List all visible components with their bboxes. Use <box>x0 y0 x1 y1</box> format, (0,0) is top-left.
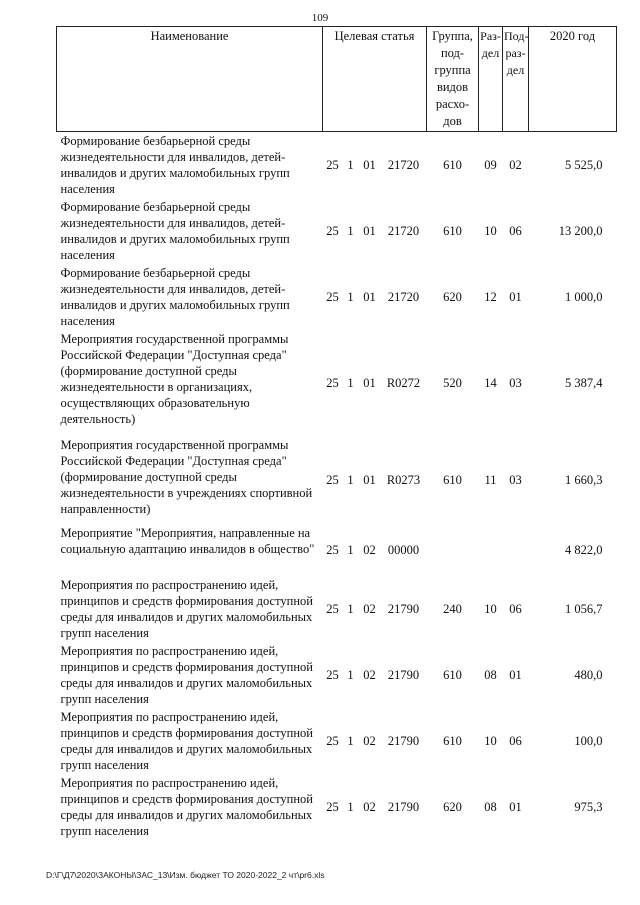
table-row <box>57 642 617 708</box>
page-number: 109 <box>311 12 329 24</box>
row-group: 520 <box>443 376 462 390</box>
row-target-2: 1 <box>347 224 354 238</box>
row-target-2: 1 <box>347 734 354 748</box>
row-target-3: 01 <box>363 473 376 487</box>
row-target-1: 25 <box>326 224 339 238</box>
row-target-3: 02 <box>363 668 376 682</box>
table-row <box>57 264 617 330</box>
row-amount: 1 660,3 <box>565 473 603 487</box>
row-target-4: 21720 <box>387 290 420 304</box>
budget-table <box>56 26 617 840</box>
row-group: 610 <box>443 224 462 238</box>
row-section: 11 <box>484 473 497 487</box>
row-subsection: 03 <box>509 473 522 487</box>
row-target-4: R0273 <box>386 473 421 487</box>
row-amount: 13 200,0 <box>558 224 603 238</box>
row-target-4: 21790 <box>387 602 420 616</box>
row-section <box>479 524 503 576</box>
row-name: Формирование безбарьерной среды жизнедеятельности для инвалидов, детей-инвалидов и других маломобильных групп населения <box>60 134 290 196</box>
row-section: 09 <box>484 158 497 172</box>
table-row <box>57 524 617 576</box>
header-year: 2020 год <box>529 27 617 132</box>
row-target-1: 25 <box>326 543 339 557</box>
row-subsection: 06 <box>509 602 522 616</box>
row-amount: 1 000,0 <box>565 290 603 304</box>
row-target-4: 21720 <box>387 224 420 238</box>
row-amount: 5 387,4 <box>565 376 603 390</box>
row-target-4: 21790 <box>387 800 420 814</box>
row-target-4: 21720 <box>387 158 420 172</box>
row-section: 08 <box>484 800 497 814</box>
row-target-3: 01 <box>363 158 376 172</box>
table-row <box>57 708 617 774</box>
row-target-2: 1 <box>347 158 354 172</box>
header-name: Наименование <box>57 27 323 132</box>
row-name: Мероприятия по распространению идей, принципов и средств формирования доступной среды для инвалидов и других маломобильных групп населения <box>60 776 313 838</box>
row-target-2: 1 <box>347 800 354 814</box>
row-subsection: 01 <box>509 290 522 304</box>
row-name: Формирование безбарьерной среды жизнедеятельности для инвалидов, детей-инвалидов и других маломобильных групп населения <box>60 266 290 328</box>
row-subsection: 06 <box>509 224 522 238</box>
row-amount: 100,0 <box>574 734 603 748</box>
row-group: 610 <box>443 734 462 748</box>
row-group: 610 <box>443 668 462 682</box>
row-group: 610 <box>443 158 462 172</box>
row-name: Мероприятия по распространению идей, принципов и средств формирования доступной среды для инвалидов и других маломобильных групп населения <box>60 644 313 706</box>
row-amount: 5 525,0 <box>565 158 603 172</box>
row-target-3: 01 <box>363 224 376 238</box>
table-row <box>57 198 617 264</box>
row-target-3: 02 <box>363 800 376 814</box>
row-target-2: 1 <box>347 668 354 682</box>
row-section: 10 <box>484 602 497 616</box>
header-subsection: Под-раз-дел <box>503 27 529 132</box>
row-group: 620 <box>443 290 462 304</box>
row-target-3: 01 <box>363 376 376 390</box>
row-section: 10 <box>484 224 497 238</box>
row-name: Мероприятия по распространению идей, принципов и средств формирования доступной среды для инвалидов и других маломобильных групп населения <box>60 578 313 640</box>
header-group: Группа, под-группа видов расхо-дов <box>427 27 479 132</box>
row-target-2: 1 <box>347 543 354 557</box>
header-section: Раз-дел <box>479 27 503 132</box>
row-section: 10 <box>484 734 497 748</box>
row-subsection: 06 <box>509 734 522 748</box>
row-target-2: 1 <box>347 602 354 616</box>
row-amount: 1 056,7 <box>565 602 603 616</box>
row-subsection <box>503 524 529 576</box>
table-row <box>57 132 617 199</box>
row-group <box>427 524 479 576</box>
row-subsection: 03 <box>509 376 522 390</box>
footer-file-path: D:\Г\Д7\2020\ЗАКОНЫ\ЗАС_13\Изм. бюджет ТО 2020-2022_2 чт\pr6.xls <box>46 870 325 880</box>
row-target-4: 00000 <box>387 543 420 557</box>
header-target: Целевая статья <box>323 27 427 132</box>
row-name: Формирование безбарьерной среды жизнедеятельности для инвалидов, детей-инвалидов и других маломобильных групп населения <box>60 200 290 262</box>
row-group: 620 <box>443 800 462 814</box>
table-row <box>57 774 617 840</box>
row-target-2: 1 <box>347 376 354 390</box>
row-target-2: 1 <box>347 290 354 304</box>
row-target-1: 25 <box>326 376 339 390</box>
row-amount: 4 822,0 <box>565 543 603 557</box>
row-name: Мероприятие "Мероприятия, направленные на социальную адаптацию инвалидов в общество" <box>60 526 315 556</box>
row-amount: 975,3 <box>574 800 603 814</box>
row-target-4: R0272 <box>386 376 421 390</box>
budget-table-container <box>56 26 616 840</box>
row-section: 12 <box>484 290 497 304</box>
row-group: 610 <box>443 473 462 487</box>
row-target-1: 25 <box>326 158 339 172</box>
row-section: 14 <box>484 376 497 390</box>
row-target-1: 25 <box>326 668 339 682</box>
row-target-1: 25 <box>326 800 339 814</box>
row-target-3: 01 <box>363 290 376 304</box>
row-subsection: 01 <box>509 800 522 814</box>
row-target-1: 25 <box>326 290 339 304</box>
table-header-row <box>57 27 617 132</box>
row-target-1: 25 <box>326 734 339 748</box>
row-name: Мероприятия государственной программы Российской Федерации "Доступная среда" (формирование доступной среды жизнедеятельности в организациях, осуществляющих образовательную деятельность) <box>60 332 289 426</box>
row-subsection: 02 <box>509 158 522 172</box>
row-amount: 480,0 <box>574 668 603 682</box>
row-target-3: 02 <box>363 543 376 557</box>
row-name: Мероприятия по распространению идей, принципов и средств формирования доступной среды для инвалидов и других маломобильных групп населения <box>60 710 313 772</box>
row-target-4: 21790 <box>387 734 420 748</box>
row-target-2: 1 <box>347 473 354 487</box>
row-subsection: 01 <box>509 668 522 682</box>
row-target-3: 02 <box>363 602 376 616</box>
row-target-1: 25 <box>326 473 339 487</box>
row-target-4: 21790 <box>387 668 420 682</box>
row-target-3: 02 <box>363 734 376 748</box>
row-section: 08 <box>484 668 497 682</box>
row-name: Мероприятия государственной программы Российской Федерации "Доступная среда" (формирование доступной среды жизнедеятельности в учреждениях спортивной направленности) <box>60 438 313 516</box>
row-target-1: 25 <box>326 602 339 616</box>
table-row <box>57 576 617 642</box>
table-row <box>57 330 617 436</box>
table-row <box>57 436 617 524</box>
row-group: 240 <box>443 602 462 616</box>
